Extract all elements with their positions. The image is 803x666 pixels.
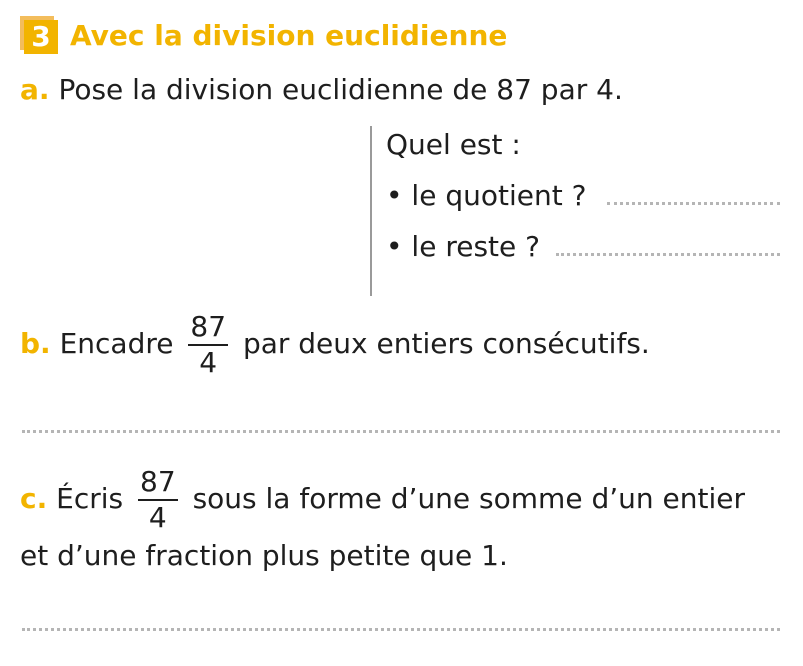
- part-a-statement: [20, 72, 623, 108]
- fraction-denominator: 4: [148, 501, 167, 534]
- reste-answer-line[interactable]: [556, 253, 780, 256]
- bullet: •: [386, 179, 403, 212]
- vertical-divider: [370, 126, 372, 296]
- part-b-answer-line[interactable]: [22, 430, 780, 433]
- fraction-87-over-4: [138, 467, 178, 533]
- part-c-letter: c.: [20, 482, 48, 515]
- exercise-number-badge: [20, 16, 58, 54]
- quotient-label: le quotient ?: [411, 179, 587, 212]
- part-c-text-before: Écris: [56, 482, 124, 515]
- bullet: •: [386, 230, 403, 263]
- quotient-answer-line[interactable]: [607, 202, 780, 205]
- part-a-letter: a.: [20, 73, 50, 106]
- fraction-87-over-4: [188, 312, 228, 378]
- part-b-text-before: Encadre: [59, 327, 174, 360]
- exercise-title: Avec la division euclidienne: [70, 19, 508, 52]
- fraction-numerator: 87: [138, 467, 178, 501]
- part-a-text: Pose la division euclidienne de 87 par 4.: [58, 73, 623, 106]
- exercise-number: 3: [24, 20, 58, 54]
- fraction-numerator: 87: [188, 312, 228, 346]
- question-item-reste: [386, 229, 540, 265]
- fraction-denominator: 4: [199, 346, 218, 379]
- part-c-statement: [20, 467, 745, 533]
- question-head: Quel est :: [386, 128, 521, 161]
- part-c-statement-line2: et d’une fraction plus petite que 1.: [20, 539, 508, 572]
- part-c-text-after: sous la forme d’une somme d’un entier: [192, 482, 745, 515]
- part-c-answer-line[interactable]: [22, 628, 780, 631]
- part-b-letter: b.: [20, 327, 51, 360]
- question-item-quotient: [386, 178, 586, 214]
- reste-label: le reste ?: [411, 230, 541, 263]
- part-b-text-after: par deux entiers consécutifs.: [242, 327, 650, 360]
- part-b-statement: [20, 312, 650, 378]
